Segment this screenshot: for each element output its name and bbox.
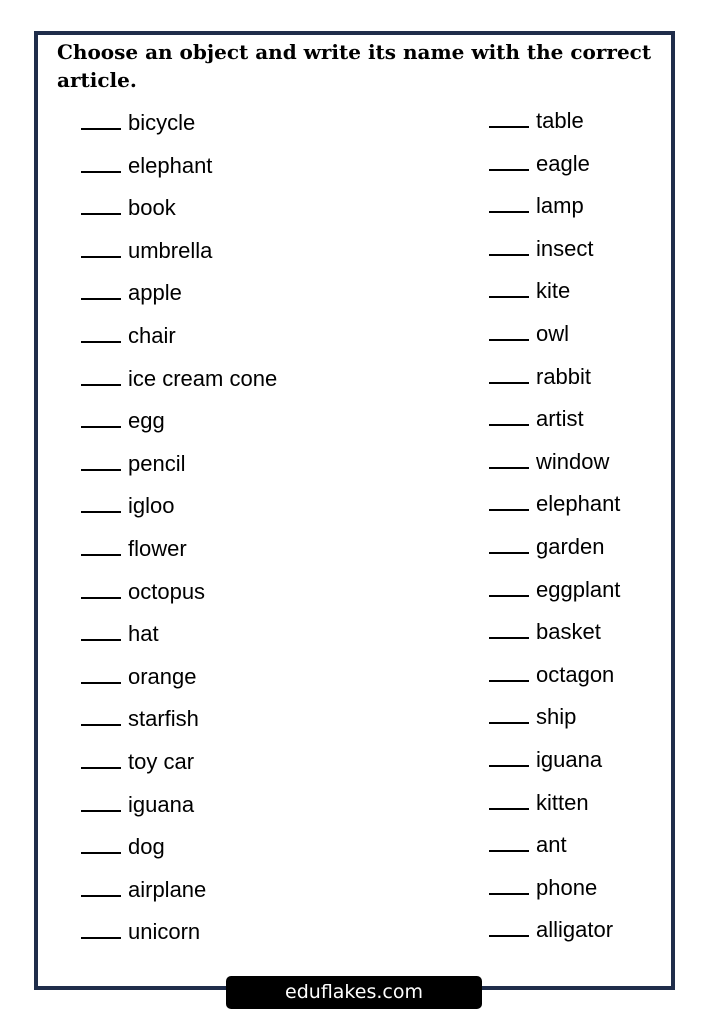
worksheet-instruction: Choose an object and write its name with the correct article.	[57, 40, 652, 92]
object-word: owl	[536, 321, 570, 346]
left-list-item	[81, 749, 194, 775]
answer-blank[interactable]	[81, 238, 121, 258]
answer-blank[interactable]	[489, 449, 529, 469]
footer-badge	[226, 976, 482, 1009]
object-word: ice cream cone	[128, 365, 278, 391]
left-list-item	[81, 110, 195, 136]
answer-blank[interactable]	[489, 704, 529, 724]
object-word: ant	[536, 832, 567, 858]
answer-blank[interactable]	[81, 451, 121, 471]
object-word: window	[536, 448, 610, 474]
answer-blank[interactable]	[81, 536, 121, 556]
footer-site: eduflakes.com	[285, 981, 423, 1003]
answer-blank[interactable]	[489, 108, 529, 128]
object-word: hat	[128, 621, 159, 647]
object-word: elephant	[536, 491, 621, 517]
object-word: table	[536, 108, 584, 133]
left-list-item	[81, 536, 187, 562]
left-list-item	[81, 451, 185, 477]
left-list-item	[81, 366, 277, 392]
right-list-item	[489, 917, 613, 943]
right-list-item	[489, 491, 620, 517]
object-word: igloo	[128, 493, 175, 519]
right-list-item	[489, 278, 570, 304]
object-word: eggplant	[536, 576, 621, 602]
right-list-item	[489, 577, 620, 603]
answer-blank[interactable]	[489, 151, 529, 171]
answer-blank[interactable]	[489, 747, 529, 767]
answer-blank[interactable]	[489, 236, 529, 256]
right-list-item	[489, 364, 591, 390]
object-word: insect	[536, 235, 594, 261]
answer-blank[interactable]	[81, 919, 121, 939]
answer-blank[interactable]	[489, 917, 529, 937]
left-list-item	[81, 834, 165, 860]
object-word: pencil	[128, 450, 186, 476]
answer-blank[interactable]	[81, 408, 121, 428]
object-word: ship	[536, 704, 577, 730]
object-word: phone	[536, 874, 598, 900]
answer-blank[interactable]	[81, 153, 121, 173]
object-word: octopus	[128, 578, 206, 604]
answer-blank[interactable]	[489, 875, 529, 895]
object-word: octagon	[536, 661, 615, 687]
right-list-item	[489, 193, 584, 219]
object-word: iguana	[128, 791, 195, 817]
left-list-item	[81, 877, 206, 903]
right-list-item	[489, 151, 590, 177]
left-list-item	[81, 579, 205, 605]
left-list-item	[81, 195, 176, 221]
object-word: kite	[536, 278, 571, 304]
left-list-item	[81, 664, 197, 690]
left-list-item	[81, 493, 174, 519]
answer-blank[interactable]	[489, 278, 529, 298]
answer-blank[interactable]	[489, 577, 529, 597]
object-word: eagle	[536, 150, 590, 176]
object-word: alligator	[536, 917, 614, 943]
right-list-item	[489, 790, 589, 816]
answer-blank[interactable]	[489, 662, 529, 682]
object-word: dog	[128, 834, 165, 860]
right-list-item	[489, 534, 605, 560]
object-word: chair	[128, 323, 176, 348]
object-word: apple	[128, 280, 182, 306]
answer-blank[interactable]	[489, 364, 529, 384]
answer-blank[interactable]	[81, 323, 121, 343]
answer-blank[interactable]	[81, 792, 121, 812]
object-word: book	[128, 195, 176, 221]
right-list-item	[489, 704, 576, 730]
left-list-item	[81, 408, 165, 434]
object-word: egg	[128, 408, 165, 434]
answer-blank[interactable]	[489, 832, 529, 852]
right-list-item	[489, 832, 567, 858]
answer-blank[interactable]	[489, 534, 529, 554]
answer-blank[interactable]	[81, 621, 121, 641]
object-word: flower	[128, 536, 187, 561]
answer-blank[interactable]	[81, 366, 121, 386]
object-word: unicorn	[128, 919, 201, 945]
right-list-item	[489, 236, 593, 262]
answer-blank[interactable]	[489, 491, 529, 511]
answer-blank[interactable]	[81, 664, 121, 684]
object-word: umbrella	[128, 237, 213, 263]
answer-blank[interactable]	[81, 706, 121, 726]
left-list-item	[81, 621, 159, 647]
answer-blank[interactable]	[81, 280, 121, 300]
answer-blank[interactable]	[81, 877, 121, 897]
object-word: elephant	[128, 152, 213, 178]
answer-blank[interactable]	[81, 195, 121, 215]
left-list-item	[81, 792, 194, 818]
right-list-item	[489, 406, 584, 432]
answer-blank[interactable]	[81, 493, 121, 513]
answer-blank[interactable]	[81, 579, 121, 599]
right-list-item	[489, 662, 614, 688]
left-list-item	[81, 706, 199, 732]
right-list-item	[489, 619, 601, 645]
object-word: garden	[536, 534, 605, 559]
left-list-item	[81, 323, 176, 349]
left-list-item	[81, 153, 212, 179]
right-list-item	[489, 875, 597, 901]
right-list-item	[489, 321, 569, 347]
object-word: lamp	[536, 193, 584, 219]
object-word: toy car	[128, 749, 195, 774]
object-word: rabbit	[536, 363, 592, 389]
object-word: orange	[128, 663, 197, 689]
left-list-item	[81, 238, 212, 264]
answer-blank[interactable]	[489, 790, 529, 810]
answer-blank[interactable]	[81, 749, 121, 769]
object-word: airplane	[128, 876, 207, 902]
answer-blank[interactable]	[489, 193, 529, 213]
object-word: iguana	[536, 747, 603, 772]
right-list-item	[489, 747, 602, 773]
answer-blank[interactable]	[489, 321, 529, 341]
left-list-item	[81, 919, 200, 945]
object-word: starfish	[128, 706, 199, 732]
right-list-item	[489, 449, 609, 475]
answer-blank[interactable]	[81, 834, 121, 854]
left-list-item	[81, 280, 182, 306]
answer-blank[interactable]	[489, 619, 529, 639]
right-list-item	[489, 108, 584, 134]
object-word: basket	[536, 619, 601, 645]
object-word: artist	[536, 406, 584, 432]
object-word: kitten	[536, 789, 589, 815]
answer-blank[interactable]	[489, 406, 529, 426]
answer-blank[interactable]	[81, 110, 121, 130]
object-word: bicycle	[128, 110, 196, 135]
